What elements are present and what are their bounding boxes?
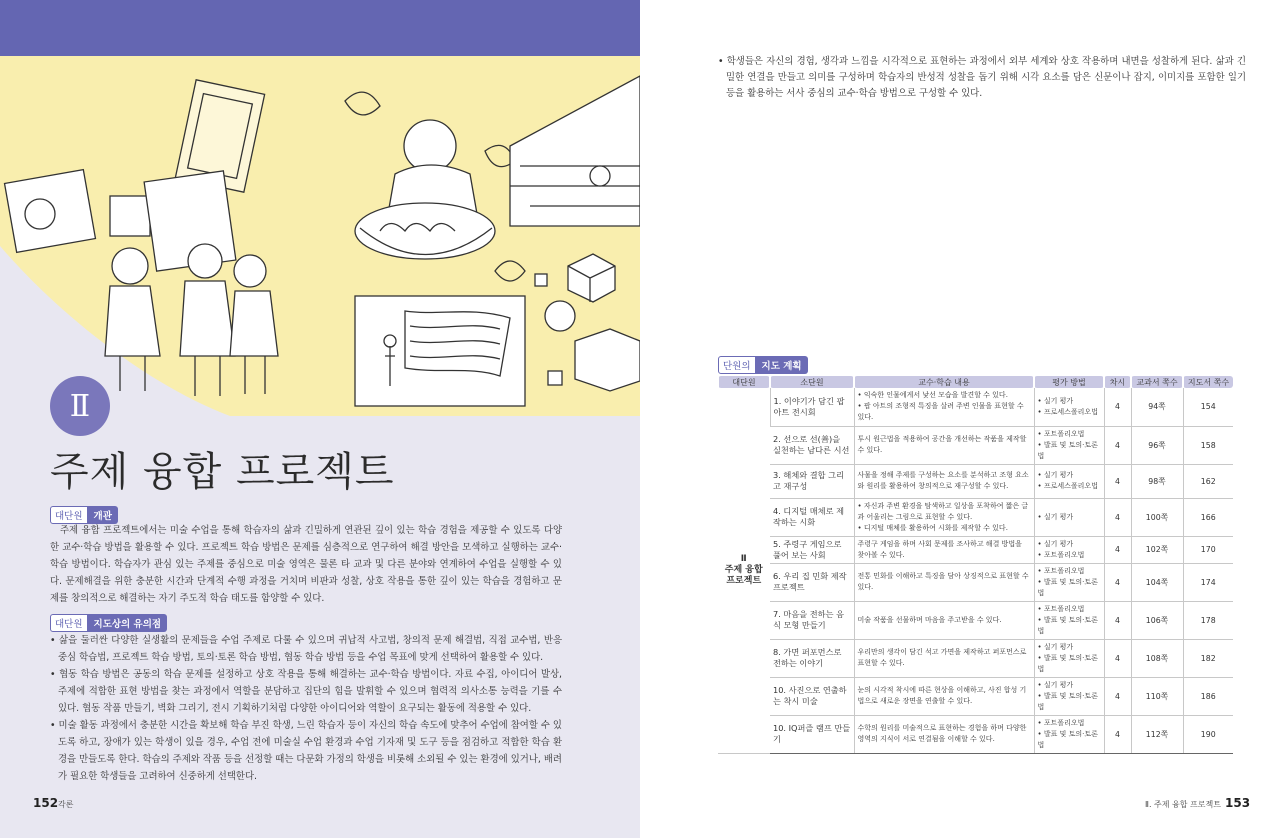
evaluation-item: • 실기 평가 bbox=[1038, 680, 1101, 691]
evaluation-item: • 프로세스폴리오법 bbox=[1038, 481, 1101, 492]
evaluation-item: • 포트폴리오법 bbox=[1038, 429, 1101, 440]
content-cell bbox=[854, 677, 1034, 715]
table-row bbox=[718, 563, 1233, 601]
content-item: 우리만의 생각이 담긴 석고 가면을 제작하고 퍼포먼스로 표현할 수 있다. bbox=[857, 648, 1027, 667]
evaluation-item: • 포트폴리오법 bbox=[1038, 566, 1101, 577]
table-row bbox=[718, 601, 1233, 639]
textbook-page-cell: 110쪽 bbox=[1131, 677, 1183, 715]
table-body bbox=[718, 388, 1233, 753]
table-row bbox=[718, 536, 1233, 563]
textbook-page-cell: 94쪽 bbox=[1131, 388, 1183, 426]
content-cell bbox=[854, 388, 1034, 426]
guide-page-cell: 170 bbox=[1183, 536, 1233, 563]
evaluation-cell bbox=[1034, 715, 1104, 753]
content-item: 주령구 게임을 하며 사회 문제를 조사하고 해결 방법을 찾아볼 수 있다. bbox=[857, 539, 1022, 559]
evaluation-cell bbox=[1034, 388, 1104, 426]
evaluation-cell bbox=[1034, 426, 1104, 464]
plan-section-tag bbox=[718, 356, 808, 374]
evaluation-item: • 포트폴리오법 bbox=[1038, 604, 1101, 615]
hours-cell: 4 bbox=[1104, 536, 1131, 563]
evaluation-cell bbox=[1034, 639, 1104, 677]
evaluation-item: • 발표 및 토의·토론법 bbox=[1038, 691, 1101, 713]
textbook-page-cell: 100쪽 bbox=[1131, 498, 1183, 536]
sub-unit-cell: 3. 해체와 결합 그리고 재구성 bbox=[770, 464, 854, 498]
hours-cell: 4 bbox=[1104, 715, 1131, 753]
column-header: 차시 bbox=[1104, 376, 1131, 388]
sub-unit-cell: 7. 마음을 전하는 음식 모형 만들기 bbox=[770, 601, 854, 639]
hours-cell: 4 bbox=[1104, 388, 1131, 426]
table-row bbox=[718, 464, 1233, 498]
sub-unit-cell: 4. 디지털 매체로 제작하는 시화 bbox=[770, 498, 854, 536]
textbook-page-cell: 98쪽 bbox=[1131, 464, 1183, 498]
unit-title: 주제 융합 프로젝트 bbox=[50, 449, 395, 495]
evaluation-cell bbox=[1034, 677, 1104, 715]
guidance-item: • 미술 활동 과정에서 충분한 시간을 확보해 학습 부진 학생, 느린 학습자 등이 자신의 학습 속도에 맞추어 수업에 참여할 수 있도록 하고, 장애가 있는 학생이 있을 경우, 수업 전에 미술실 수업 환경과 수업 기자재 및 도구 등을 점검하고 적합한 학습 환경을 만들도록 한다. 학습의 주제와 작품 등을 선정할 때는 다문화 가정의 학생을 비롯해 소외될 수 있는 환경에 있거나, 배려가 필요한 학생들을 고려하여 신중하게 선택한다. bbox=[50, 717, 562, 785]
sub-unit-cell: 5. 주령구 게임으로 풀어 보는 사회 bbox=[770, 536, 854, 563]
unit-name-cell: Ⅱ 주제 융합 프로젝트 bbox=[718, 388, 770, 753]
sub-unit-cell: 8. 가면 퍼포먼스로 전하는 이야기 bbox=[770, 639, 854, 677]
content-item: 전통 민화를 이해하고 특징을 담아 상징적으로 표현할 수 있다. bbox=[857, 572, 1029, 591]
content-item: • 팝 아트의 조형적 특징을 살려 주변 인물을 표현할 수 있다. bbox=[858, 401, 1031, 423]
content-item: 수학의 원리를 미술적으로 표현하는 경험을 하며 다양한 영역의 지식이 서로 연결됨을 이해할 수 있다. bbox=[857, 724, 1027, 743]
guidance-item: • 협동 학습 방법은 공동의 학습 문제를 설정하고 상호 작용을 통해 해결하는 교수·학습 방법이다. 자료 수집, 아이디어 발상, 주제에 적합한 표현 방법을 찾는 과정에서 역할을 분담하고 집단의 힘을 발휘할 수 있으며 협력적 의사소통 능력을 기를 수 있다. 협동 작품 만들기, 벽화 그리기, 전시 기획하기처럼 다양한 아이디어와 역할이 요구되는 활동에 적용할 수 있다. bbox=[50, 666, 562, 717]
evaluation-item: • 발표 및 토의·토론법 bbox=[1038, 653, 1101, 675]
evaluation-item: • 실기 평가 bbox=[1038, 539, 1101, 550]
textbook-page-cell: 104쪽 bbox=[1131, 563, 1183, 601]
content-cell bbox=[854, 426, 1034, 464]
textbook-page-cell: 96쪽 bbox=[1131, 426, 1183, 464]
section-tag-prefix: 단원의 bbox=[718, 356, 756, 374]
table-row bbox=[718, 498, 1233, 536]
content-cell bbox=[854, 563, 1034, 601]
textbook-page-cell: 106쪽 bbox=[1131, 601, 1183, 639]
hours-cell: 4 bbox=[1104, 426, 1131, 464]
content-cell bbox=[854, 715, 1034, 753]
guide-page-cell: 174 bbox=[1183, 563, 1233, 601]
section-tag-title: 지도 계획 bbox=[756, 356, 808, 374]
intro-text: 학생들은 자신의 경험, 생각과 느낌을 시각적으로 표현하는 과정에서 외부 세계와 상호 작용하며 내면을 성찰하게 된다. 삶과 긴밀한 연결을 만들고 의미를 구성하며 학습자의 반성적 성찰을 돕기 위해 시각 요소를 담은 신문이나 잡지, 이미지를 포함한 일기 등을 활용하는 서사 중심의 교수·학습 방법으로 구성할 수 있다. bbox=[726, 56, 1246, 99]
teaching-plan-table bbox=[717, 376, 1233, 754]
textbook-page-cell: 112쪽 bbox=[1131, 715, 1183, 753]
content-cell bbox=[854, 536, 1034, 563]
right-page bbox=[640, 0, 1280, 838]
column-header: 평가 방법 bbox=[1034, 376, 1104, 388]
content-item: • 익숙한 인물에게서 낯선 모습을 발견할 수 있다. bbox=[858, 390, 1031, 401]
table-row bbox=[718, 426, 1233, 464]
guidance-item: • 삶을 둘러싼 다양한 실생활의 문제들을 수업 주제로 다룰 수 있으며 귀납적 사고법, 창의적 문제 해결법, 직접 교수법, 반응 중심 학습법, 프로젝트 학습 방법, 토의·토론 학습 방법, 협동 학습 방법 등을 수업 목표에 맞게 선택하여 활용할 수 있다. bbox=[50, 632, 562, 666]
content-cell bbox=[854, 601, 1034, 639]
table-row bbox=[718, 677, 1233, 715]
guide-page-cell: 190 bbox=[1183, 715, 1233, 753]
content-item: 눈의 시각적 착시에 따른 현상을 이해하고, 사진 합성 기법으로 새로운 장면을 연출할 수 있다. bbox=[857, 686, 1027, 705]
hours-cell: 4 bbox=[1104, 498, 1131, 536]
evaluation-cell bbox=[1034, 536, 1104, 563]
guide-page-cell: 178 bbox=[1183, 601, 1233, 639]
unit-number-badge: Ⅱ bbox=[50, 376, 110, 436]
sub-unit-cell: 10. IQ퍼즐 램프 만들기 bbox=[770, 715, 854, 753]
column-header: 대단원 bbox=[718, 376, 770, 388]
column-header: 지도서 쪽수 bbox=[1183, 376, 1233, 388]
intro-bullet: • 학생들은 자신의 경험, 생각과 느낌을 시각적으로 표현하는 과정에서 외부 세계와 상호 작용하며 내면을 성찰하게 된다. 삶과 긴밀한 연결을 만들고 의미를 구성하며 학습자의 반성적 성찰을 돕기 위해 시각 요소를 담은 신문이나 잡지, 이미지를 포함한 일기 등을 활용하는 서사 중심의 교수·학습 방법으로 구성할 수 있다. bbox=[718, 56, 1246, 99]
hours-cell: 4 bbox=[1104, 464, 1131, 498]
page-label: Ⅱ. 주제 융합 프로젝트 bbox=[1145, 800, 1221, 809]
guide-page-cell: 154 bbox=[1183, 388, 1233, 426]
evaluation-item: • 포트폴리오법 bbox=[1038, 550, 1101, 561]
evaluation-item: • 실기 평가 bbox=[1038, 512, 1101, 523]
section-tag-title: 지도상의 유의점 bbox=[88, 614, 168, 632]
guide-page-cell: 158 bbox=[1183, 426, 1233, 464]
section-tag-prefix: 대단원 bbox=[50, 506, 88, 524]
guide-page-cell: 182 bbox=[1183, 639, 1233, 677]
evaluation-item: • 프로세스폴리오법 bbox=[1038, 407, 1101, 418]
sub-unit-cell: 1. 이야기가 담긴 팝 아트 전시회 bbox=[770, 388, 854, 426]
evaluation-item: • 발표 및 토의·토론법 bbox=[1038, 729, 1101, 751]
textbook-page-cell: 102쪽 bbox=[1131, 536, 1183, 563]
section-tag-title: 개관 bbox=[88, 506, 118, 524]
evaluation-cell bbox=[1034, 601, 1104, 639]
content-item: 투시 원근법을 적용하여 공간을 개선하는 작품을 제작할 수 있다. bbox=[857, 435, 1027, 454]
hours-cell: 4 bbox=[1104, 563, 1131, 601]
content-cell bbox=[854, 498, 1034, 536]
evaluation-item: • 실기 평가 bbox=[1038, 396, 1101, 407]
unit-illustration bbox=[0, 56, 640, 416]
hours-cell: 4 bbox=[1104, 601, 1131, 639]
column-header: 교과서 쪽수 bbox=[1131, 376, 1183, 388]
page-number: 152 bbox=[33, 796, 59, 810]
guide-page-cell: 162 bbox=[1183, 464, 1233, 498]
textbook-page-cell: 108쪽 bbox=[1131, 639, 1183, 677]
column-header: 교수·학습 내용 bbox=[854, 376, 1034, 388]
content-item: • 자신과 주변 환경을 탐색하고 일상을 포착하여 짧은 글과 어울리는 그림으로 표현할 수 있다. bbox=[858, 501, 1031, 523]
top-color-band bbox=[0, 0, 640, 56]
evaluation-item: • 포트폴리오법 bbox=[1038, 718, 1101, 729]
page-number: 153 bbox=[1225, 796, 1251, 810]
table-row bbox=[718, 639, 1233, 677]
sub-unit-cell: 2. 선으로 선(善)을 실천하는 남다른 시선 bbox=[770, 426, 854, 464]
evaluation-item: • 실기 평가 bbox=[1038, 642, 1101, 653]
sub-unit-cell: 6. 우리 집 민화 제작 프로젝트 bbox=[770, 563, 854, 601]
content-item: 사물을 정해 주제를 구성하는 요소를 분석하고 조형 요소와 원리를 활용하여 창의적으로 재구성할 수 있다. bbox=[857, 471, 1029, 490]
content-cell bbox=[854, 464, 1034, 498]
hours-cell: 4 bbox=[1104, 639, 1131, 677]
sub-unit-cell: 10. 사진으로 연출하는 착시 미술 bbox=[770, 677, 854, 715]
guidance-section-tag bbox=[50, 614, 167, 632]
guidance-list bbox=[50, 632, 562, 785]
page-label: 각론 bbox=[58, 800, 74, 809]
section-tag-prefix: 대단원 bbox=[50, 614, 88, 632]
evaluation-item: • 발표 및 토의·토론법 bbox=[1038, 440, 1101, 462]
guide-page-cell: 166 bbox=[1183, 498, 1233, 536]
content-item: • 디지털 매체를 활용하여 시화를 제작할 수 있다. bbox=[858, 523, 1031, 534]
evaluation-item: • 발표 및 토의·토론법 bbox=[1038, 615, 1101, 637]
table-row bbox=[718, 388, 1233, 426]
evaluation-cell bbox=[1034, 498, 1104, 536]
table-header-row bbox=[718, 376, 1233, 388]
table-row bbox=[718, 715, 1233, 753]
evaluation-item: • 발표 및 토의·토론법 bbox=[1038, 577, 1101, 599]
hours-cell: 4 bbox=[1104, 677, 1131, 715]
overview-paragraph: 주제 융합 프로젝트에서는 미술 수업을 통해 학습자의 삶과 긴밀하게 연관된 깊이 있는 학습 경험을 제공할 수 있도록 다양한 교수·학습 방법을 활용할 수 있다. 프로젝트 학습 방법은 문제를 심층적으로 연구하여 해결 방안을 모색하고 실행하는 교수·학습 방법이다. 학습자가 관심 있는 주제를 중심으로 미술 영역은 물론 타 교과 및 다른 분야와 연계하여 수업을 실행할 수 있다. 문제해결을 위한 충분한 시간과 단계적 수행 과정을 거치며 비판과 성찰, 상호 작용을 통한 깊이 있는 학습을 경험하고 문제를 창의적으로 해결하는 자기 주도적 학습 태도를 함양할 수 있다. bbox=[50, 525, 562, 604]
content-cell bbox=[854, 639, 1034, 677]
content-item: 미술 작품을 선물하며 마음을 주고받을 수 있다. bbox=[857, 615, 1002, 624]
evaluation-item: • 실기 평가 bbox=[1038, 470, 1101, 481]
evaluation-cell bbox=[1034, 563, 1104, 601]
column-header: 소단원 bbox=[770, 376, 854, 388]
guide-page-cell: 186 bbox=[1183, 677, 1233, 715]
evaluation-cell bbox=[1034, 464, 1104, 498]
